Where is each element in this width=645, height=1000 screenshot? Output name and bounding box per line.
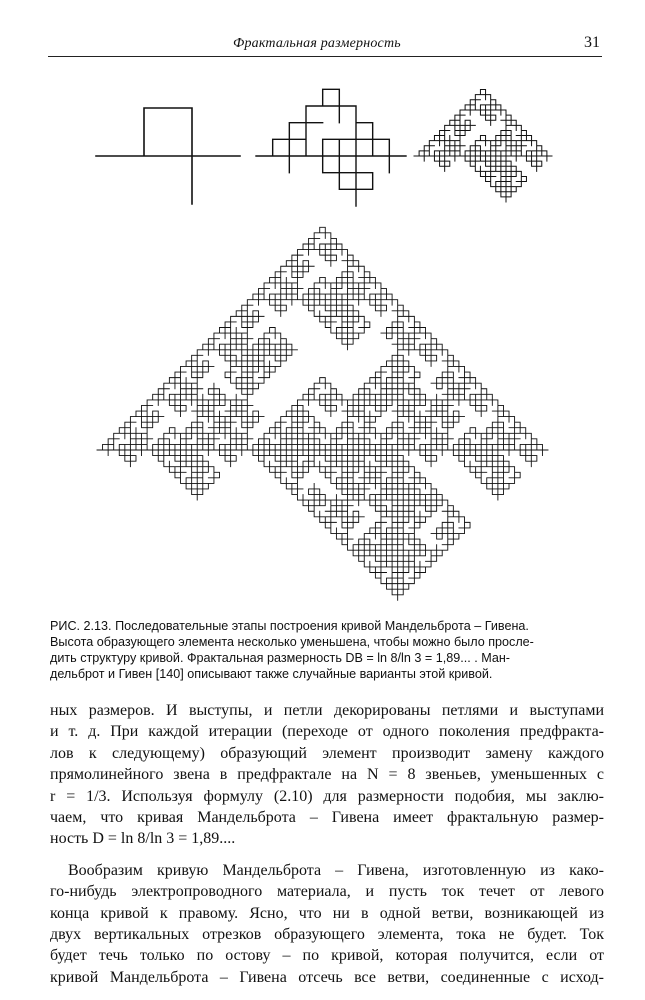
text-line: ных размеров. И выступы, и петли декорированы петлями и выступами (50, 702, 604, 719)
generator-stage-0 (96, 108, 240, 204)
generator-stage-3 (97, 227, 548, 600)
body-text (50, 700, 604, 988)
text-line: будет течь только по остову – по кривой, которая получится, если от (50, 947, 604, 965)
text-line: конца кривой к правому. Ясно, что ни в одной ветви, возникающей из (50, 904, 604, 922)
generator-stage-2 (414, 90, 552, 202)
caption-text: Последовательные этапы построения кривой Мандельброта – Гивена. (115, 619, 529, 633)
page-number: 31 (584, 34, 600, 51)
caption-line-4: дельброт и Гивен [140] описывают также случайные варианты этой кривой. (50, 667, 493, 681)
text-line: лов к следующему) образующий элемент производит замену каждого (50, 744, 604, 762)
fractal-curve-path (96, 108, 240, 204)
caption-label: РИС. 2.13. (50, 619, 112, 633)
text-line: го-нибудь электропроводного материала, и пусть ток течет от левого (50, 883, 604, 901)
text-line: ность D = ln 8/ln 3 = 1,89.... (50, 830, 236, 848)
text-line: чаем, что кривая Мандельброта – Гивена имеет фрактальную размер- (50, 808, 604, 826)
text-line: прямолинейного звена в предфрактале на N = 8 звеньев, уменьшенных с (50, 766, 604, 784)
text-line: Вообразим кривую Мандельброта – Гивена, изготовленную из како- (68, 861, 604, 879)
caption-line-3: дить структуру кривой. Фрактальная размерность DΒ = ln 8/ln 3 = 1,89... . Ман- (50, 651, 510, 665)
caption-line-2: Высота образующего элемента несколько уменьшена, чтобы можно было просле- (50, 635, 534, 649)
text-line: и т. д. При каждой итерации (переходе от одного поколения предфракта- (50, 723, 604, 741)
generator-stage-1 (256, 89, 406, 206)
figure-caption (50, 618, 604, 682)
text-line: r = 1/3. Используя формулу (2.10) для размерности подобия, мы заклю- (50, 787, 604, 805)
text-line: двух вертикальных отрезков образующего элемента, тока не будет. Ток (50, 925, 604, 943)
running-title: Фрактальная размерность (233, 36, 401, 51)
text-line: кривой Мандельброта – Гивена отсечь все ветви, соединенные с исход- (50, 968, 604, 986)
fractal-curve-path (256, 89, 406, 206)
fractal-curve-path (414, 90, 552, 202)
fractal-curve-path (97, 227, 548, 600)
caption-line-1 (50, 618, 604, 634)
